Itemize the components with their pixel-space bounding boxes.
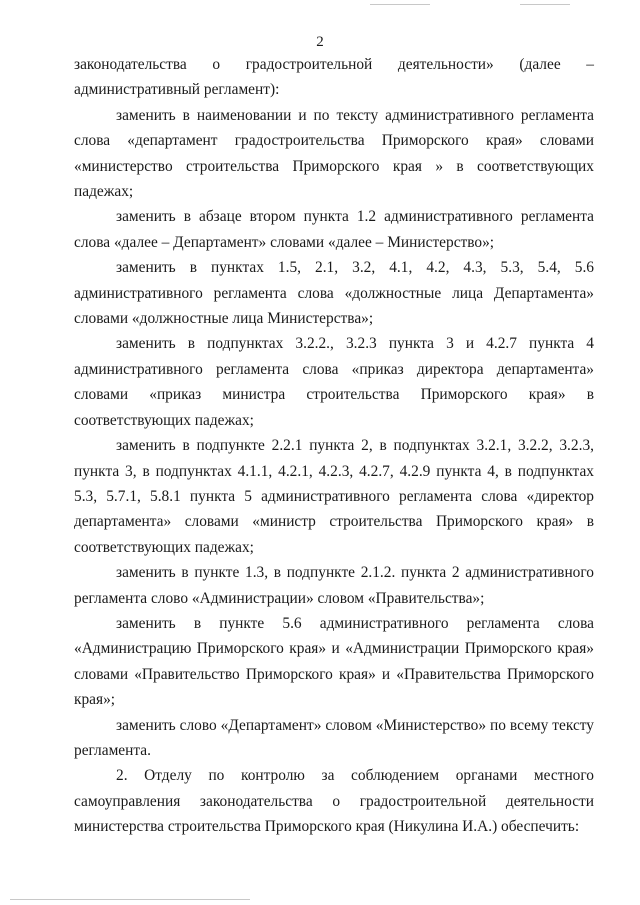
paragraph-amendment-order: заменить в подпунктах 3.2.2., 3.2.3 пункта 3 и 4.2.7 пункта 4 административного регламента слова «приказ директора департамента» словами «приказ министра строительства Приморского края» в соответствующих падежах; (74, 335, 594, 429)
paragraph-amendment-5-6: заменить в пункте 5.6 административного регламента слова «Администрацию Приморского края» и «Администрации Приморского края» словами «Правительство Приморского края» и «Правительства Приморского края»; (74, 614, 594, 709)
paragraph-section-2: 2. Отделу по контролю за соблюдением органами местного самоуправления законодательства о градостроительной деятельности министерства строительства Приморского края (Никулина И.А.) обеспечить: (74, 767, 594, 836)
paragraph-amendment-director: заменить в подпункте 2.2.1 пункта 2, в подпунктах 3.2.1, 3.2.2, 3.2.3, пункта 3, в подпунктах 4.1.1, 4.2.1, 4.2.3, 4.2.7, 4.2.9 пункта 4, в подпунктах 5.3, 5.7.1, 5.8.1 пункта 5 административного регламента слова «директор департамента» словами «министр строительства Приморского края» в соответствующих падежах; (74, 437, 594, 556)
paragraph-amendment-1-2: заменить в абзаце втором пункта 1.2 административного регламента слова «далее – Департамент» словами «далее – Министерство»; (74, 208, 594, 251)
scan-artifact-top-right (370, 4, 430, 5)
scan-artifact-bottom-left (10, 899, 250, 900)
paragraph-amendment-name: заменить в наименовании и по тексту административного регламента слова «департамент градостроительства Приморского края» словами «министерство строительства Приморского края » в соответствующих падежах; (74, 106, 594, 201)
page-number: 2 (316, 34, 324, 50)
paragraph-amendment-whole-text: заменить слово «Департамент» словом «Министерство» по всему тексту регламента. (74, 716, 594, 759)
paragraph-amendment-officials: заменить в пунктах 1.5, 2.1, 3.2, 4.1, 4.2, 4.3, 5.3, 5.4, 5.6 административного регламента слова «должностные лица Департамента» словами «должностные лица Министерства»; (74, 259, 594, 328)
document-body (74, 52, 594, 840)
paragraph-continuation: законодательства о градостроительной деятельности» (далее – административный регламент): (74, 56, 594, 99)
paragraph-amendment-administration: заменить в пункте 1.3, в подпункте 2.1.2. пункта 2 административного регламента слово «Администрации» словом «Правительства»; (74, 564, 594, 607)
scan-artifact-top-right-2 (520, 4, 570, 5)
